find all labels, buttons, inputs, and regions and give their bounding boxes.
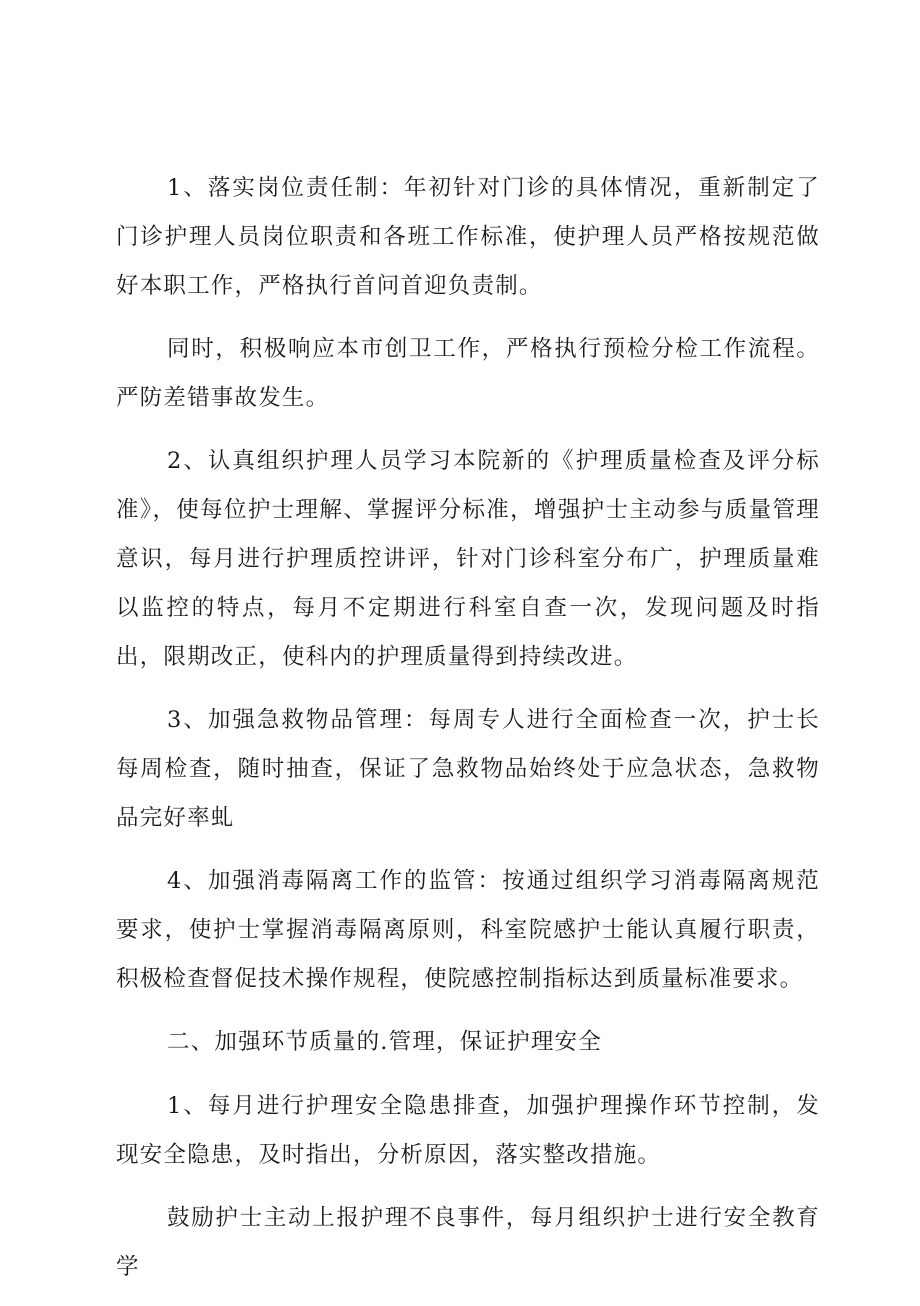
paragraph-3: 2、认真组织护理人员学习本院新的《护理质量检查及评分标准》，使每位护士理解、掌握评分标准，增强护士主动参与质量管理意识，每月进行护理质控讲评，针对门诊科室分布广，护理质量难以监控的特点，每月不定期进行科室自查一次，发现问题及时指出，限期改正，使科内的护理质量得到持续改进。 xyxy=(116,448,820,670)
paragraph-1: 1、落实岗位责任制：年初针对门诊的具体情况，重新制定了门诊护理人员岗位职责和各班工作标准，使护理人员严格按规范做好本职工作，严格执行首问首迎负责制。 xyxy=(116,175,820,299)
section-heading: 二、加强环节质量的.管理，保证护理安全 xyxy=(167,1029,602,1056)
paragraph-2: 同时，积极响应本市创卫工作，严格执行预检分检工作流程。严防差错事故发生。 xyxy=(116,336,820,412)
paragraph-4: 3、加强急救物品管理：每周专人进行全面检查一次，护士长每周检查，随时抽查，保证了急救物品始终处于应急状态，急救物品完好率虬 xyxy=(116,707,820,832)
document-body xyxy=(116,164,820,1306)
paragraph-5: 4、加强消毒隔离工作的监管：按通过组织学习消毒隔离规范要求，使护士掌握消毒隔离原则，科室院感护士能认真履行职责，积极检查督促技术操作规程，使院感控制指标达到质量标准要求。 xyxy=(116,868,820,993)
paragraph-7: 鼓励护士主动上报护理不良事件，每月组织护士进行安全教育学 xyxy=(116,1204,820,1280)
paragraph-6: 1、每月进行护理安全隐患排查，加强护理操作环节控制，发现安全隐患，及时指出，分析原因，落实整改措施。 xyxy=(116,1092,820,1168)
